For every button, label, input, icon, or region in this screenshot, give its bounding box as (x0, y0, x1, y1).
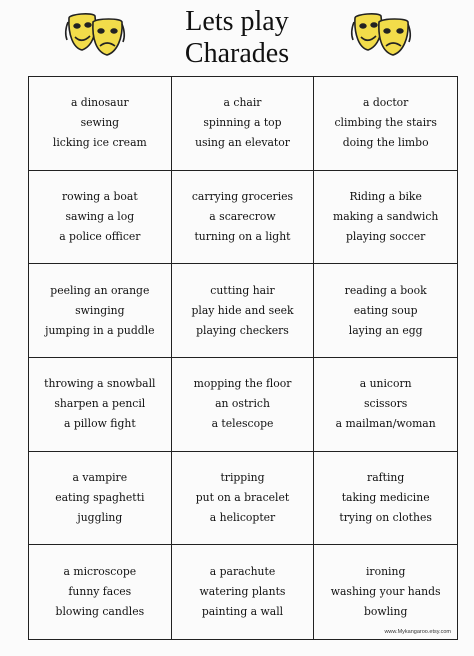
charades-card (314, 171, 457, 265)
charades-card (29, 264, 172, 358)
card-phrase: a scarecrow (209, 209, 276, 223)
card-phrase: ironing (365, 565, 406, 579)
card-phrase: eating soup (353, 303, 418, 317)
card-phrase: a chair (223, 96, 262, 110)
card-phrase: funny faces (68, 585, 132, 599)
card-phrase: scissors (364, 397, 408, 411)
charades-card (314, 545, 457, 639)
card-phrase: a pillow fight (63, 417, 136, 431)
charades-card (29, 545, 172, 639)
charades-card (29, 358, 172, 452)
card-phrase: cutting hair (210, 283, 275, 297)
title-line-1: Lets play (185, 6, 289, 37)
charades-card (172, 171, 315, 265)
theater-masks-icon (349, 10, 413, 60)
card-phrase: making a sandwich (332, 209, 439, 223)
card-phrase: sewing (80, 116, 120, 130)
charades-card (29, 452, 172, 546)
card-phrase: a helicopter (209, 510, 276, 524)
charades-card (314, 264, 457, 358)
card-phrase: using an elevator (195, 136, 290, 150)
card-phrase: a microscope (63, 565, 137, 579)
charades-card (172, 358, 315, 452)
card-phrase: an ostrich (215, 397, 270, 411)
card-phrase: laying an egg (348, 323, 423, 337)
website-credit: www.Mykangaroo.etsy.com (384, 628, 451, 635)
card-phrase: a vampire (72, 470, 128, 484)
card-phrase: swinging (75, 303, 125, 317)
card-phrase: a doctor (363, 96, 409, 110)
charades-card-grid (28, 76, 458, 640)
card-phrase: juggling (77, 510, 123, 524)
charades-card (29, 77, 172, 171)
title-line-2: Charades (184, 38, 290, 69)
card-phrase: throwing a snowball (44, 377, 156, 391)
card-phrase: a dinosaur (70, 96, 129, 110)
card-phrase: jumping in a puddle (45, 323, 155, 337)
card-phrase: reading a book (344, 283, 427, 297)
card-phrase: carrying groceries (191, 189, 294, 203)
card-phrase: rafting (367, 470, 405, 484)
card-phrase: climbing the stairs (334, 116, 437, 130)
charades-card (29, 171, 172, 265)
card-phrase: a police officer (59, 229, 141, 243)
card-phrase: doing the limbo (342, 136, 429, 150)
card-phrase: a parachute (209, 565, 276, 579)
card-phrase: trying on clothes (339, 510, 432, 524)
card-phrase: licking ice cream (52, 136, 147, 150)
card-phrase: playing checkers (196, 323, 289, 337)
charades-card (172, 77, 315, 171)
card-phrase: mopping the floor (193, 377, 292, 391)
charades-card (172, 545, 315, 639)
card-phrase: turning on a light (194, 229, 291, 243)
card-phrase: washing your hands (330, 585, 441, 599)
card-phrase: rowing a boat (61, 189, 138, 203)
card-phrase: a telescope (211, 417, 274, 431)
card-phrase: painting a wall (201, 605, 284, 619)
card-phrase: Riding a bike (349, 189, 422, 203)
card-phrase: watering plants (199, 585, 286, 599)
charades-card (172, 264, 315, 358)
card-phrase: taking medicine (341, 490, 430, 504)
card-phrase: spinning a top (203, 116, 282, 130)
card-phrase: bowling (363, 605, 408, 619)
card-phrase: sharpen a pencil (54, 397, 146, 411)
card-phrase: put on a bracelet (195, 490, 290, 504)
charades-card (314, 452, 457, 546)
theater-masks-icon (63, 10, 127, 60)
card-phrase: play hide and seek (191, 303, 294, 317)
card-phrase: peeling an orange (50, 283, 150, 297)
card-phrase: eating spaghetti (55, 490, 145, 504)
card-phrase: sawing a log (65, 209, 135, 223)
charades-card (314, 77, 457, 171)
charades-card (314, 358, 457, 452)
card-phrase: blowing candles (55, 605, 145, 619)
charades-card (172, 452, 315, 546)
card-phrase: tripping (220, 470, 265, 484)
card-phrase: a unicorn (359, 377, 412, 391)
card-phrase: a mailman/woman (335, 417, 436, 431)
card-phrase: playing soccer (345, 229, 426, 243)
